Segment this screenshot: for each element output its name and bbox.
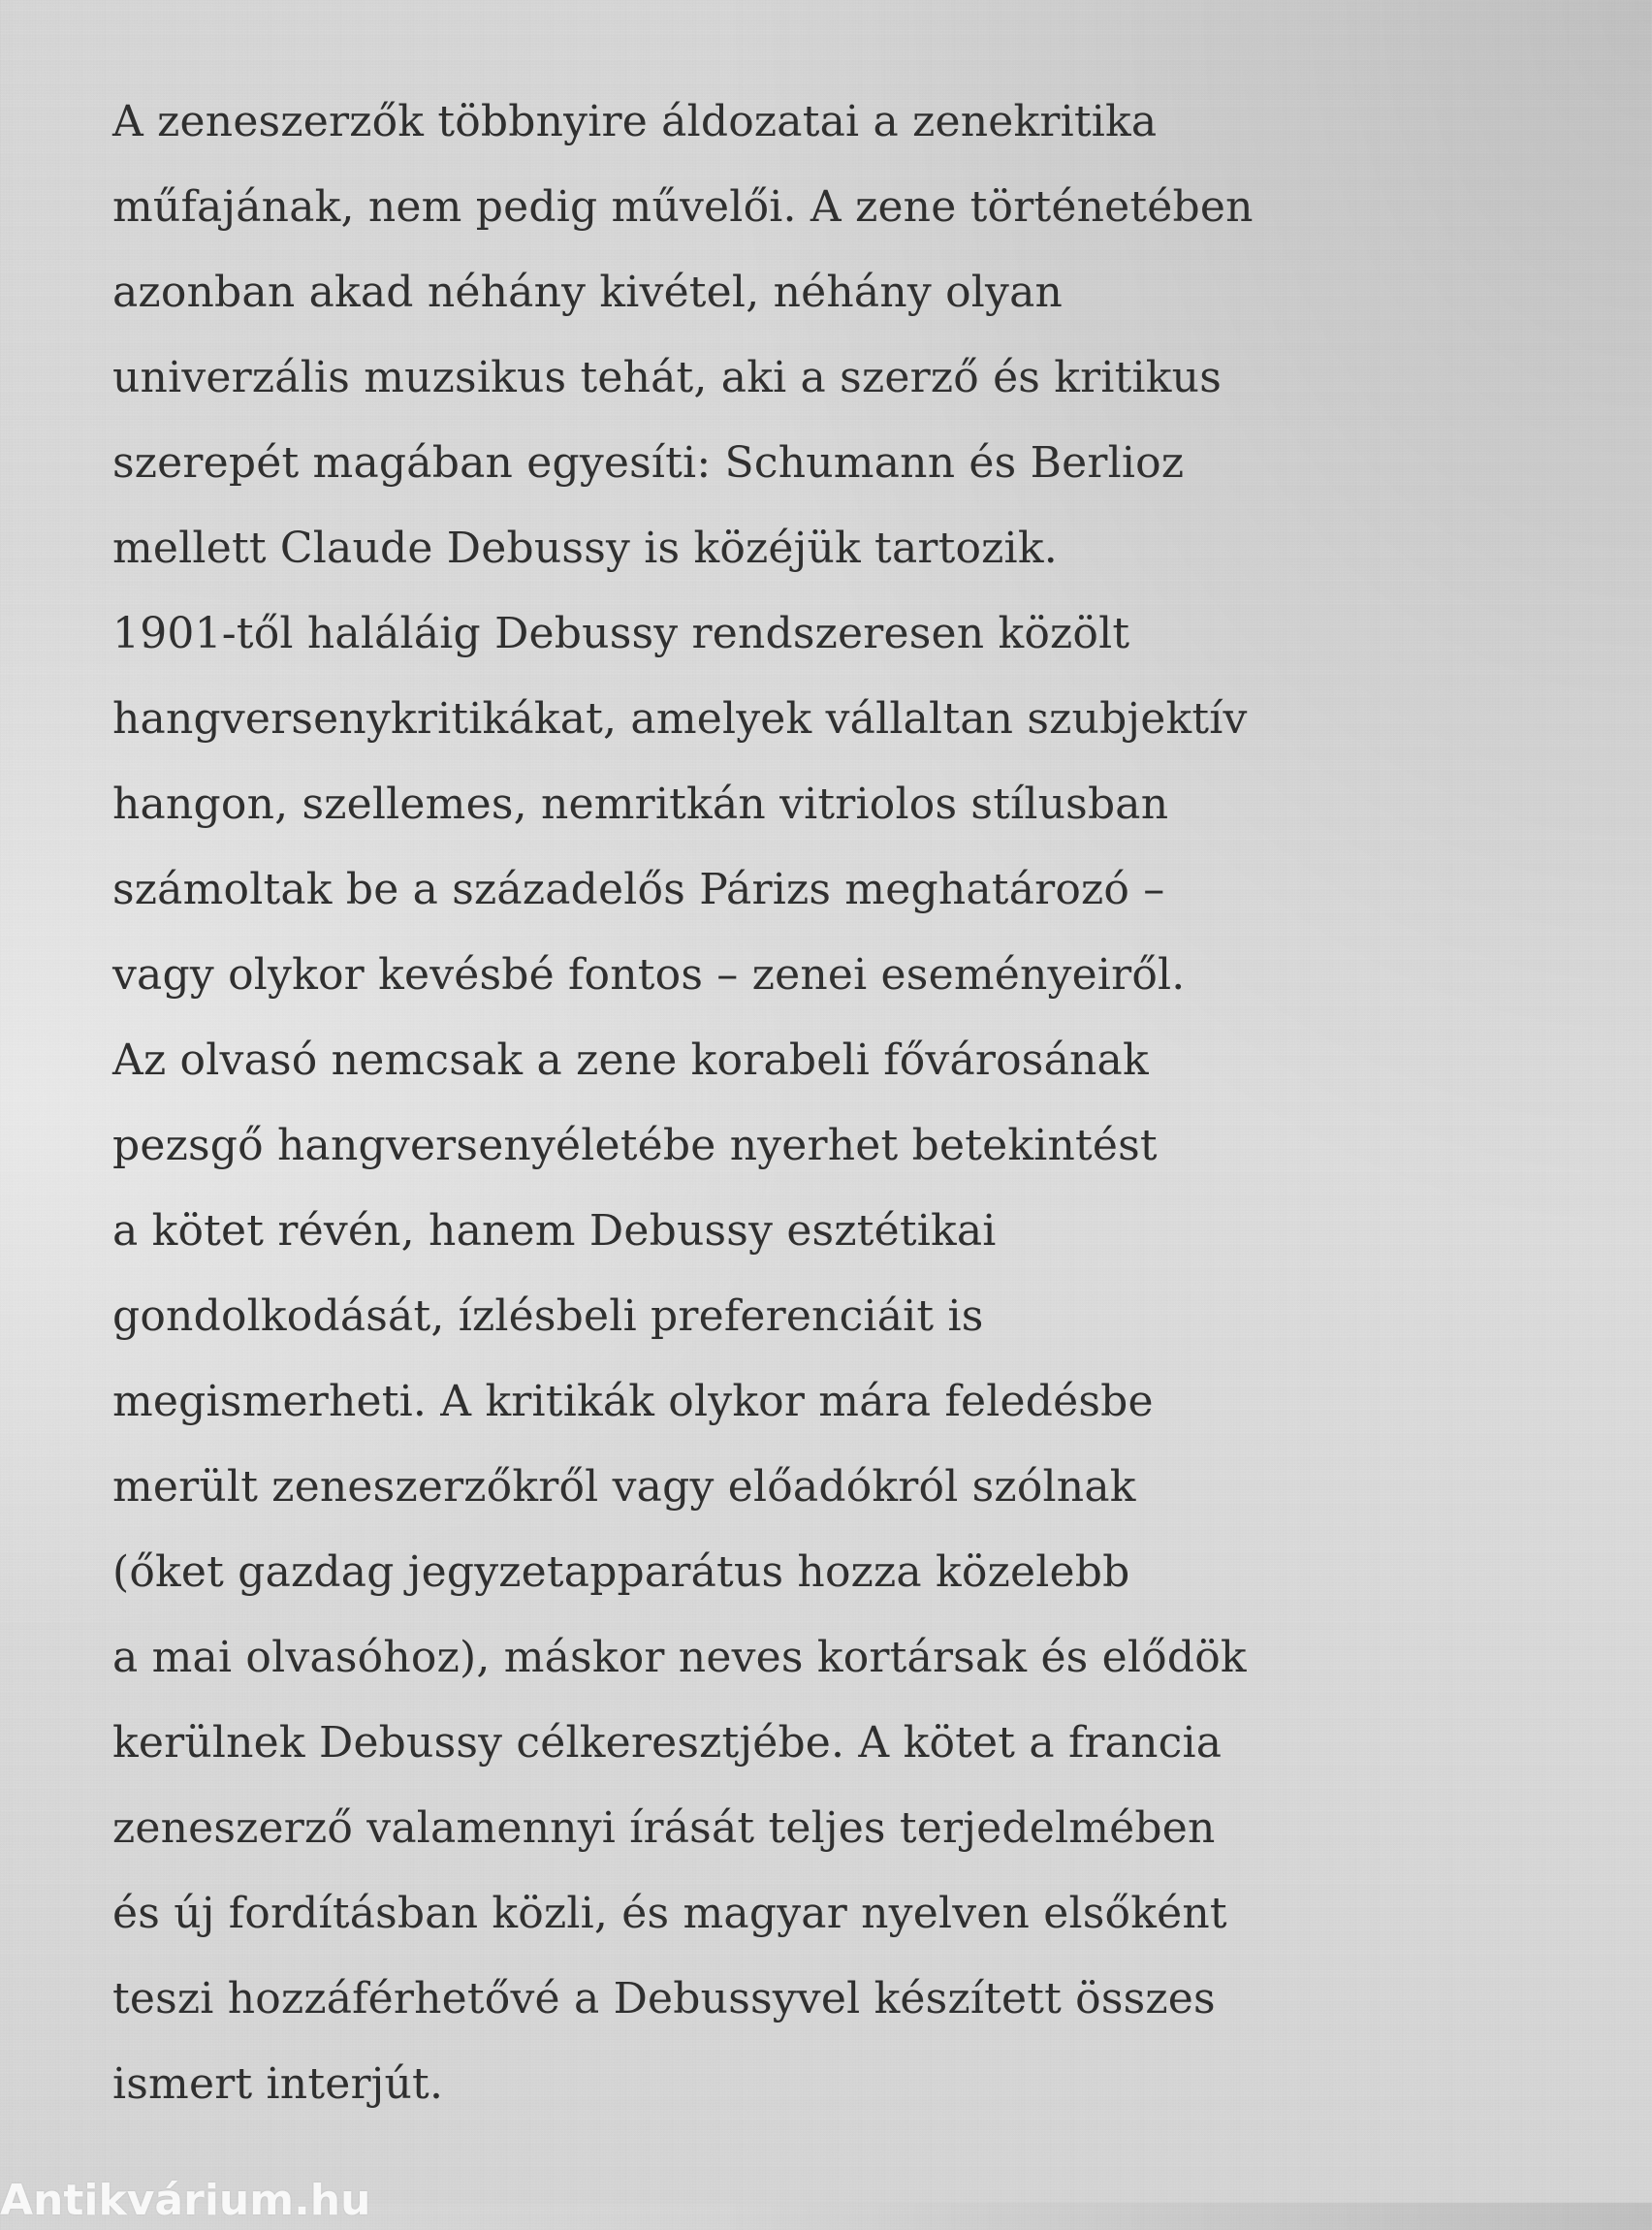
blurb-line: megismerheti. A kritikák olykor mára feledésbe [112,1377,1154,1426]
blurb-line: pezsgő hangversenyéletébe nyerhet betekintést [112,1121,1158,1170]
blurb-line: hangversenykritikákat, amelyek vállaltan szubjektív [112,694,1248,744]
blurb-line: 1901-től haláláig Debussy rendszeresen közölt [112,609,1130,658]
blurb-line: (őket gazdag jegyzetapparátus hozza közelebb [112,1547,1130,1597]
blurb-line: vagy olykor kevésbé fontos – zenei eseményeiről. [112,950,1186,1000]
blurb-line: szerepét magában egyesíti: Schumann és Berlioz [112,438,1185,488]
blurb-line: teszi hozzáférhetővé a Debussyvel készített összes [112,1974,1216,2023]
blurb-line: számoltak be a századelős Párizs meghatározó – [112,865,1165,914]
blurb-line: azonban akad néhány kivétel, néhány olyan [112,268,1064,317]
blurb-line: és új fordításban közli, és magyar nyelven elsőként [112,1889,1227,1938]
blurb-line: kerülnek Debussy célkeresztjébe. A kötet a francia [112,1718,1223,1768]
blurb-line: mellett Claude Debussy is közéjük tartozik. [112,524,1058,573]
blurb-line: zeneszerző valamennyi írását teljes terjedelmében [112,1803,1216,1853]
blurb-line: gondolkodását, ízlésbeli preferenciáit is [112,1291,984,1341]
blurb-line: ismert interjút. [112,2059,444,2109]
blurb-line: hangon, szellemes, nemritkán vitriolos stílusban [112,780,1169,829]
watermark-text: Antikvárium.hu [0,2176,371,2225]
blurb-line: a kötet révén, hanem Debussy esztétikai [112,1206,997,1256]
blurb-text [112,80,1450,2127]
blurb-line: A zeneszerzők többnyire áldozatai a zenekritika [112,97,1158,146]
blurb-line: merült zeneszerzőkről vagy előadókról szólnak [112,1462,1136,1512]
blurb-line: Az olvasó nemcsak a zene korabeli fővárosának [112,1035,1149,1085]
blurb-line: műfajának, nem pedig művelői. A zene történetében [112,182,1254,232]
blurb-line: a mai olvasóhoz), máskor neves kortársak és elődök [112,1633,1247,1682]
blurb-line: univerzális muzsikus tehát, aki a szerző és kritikus [112,353,1222,402]
